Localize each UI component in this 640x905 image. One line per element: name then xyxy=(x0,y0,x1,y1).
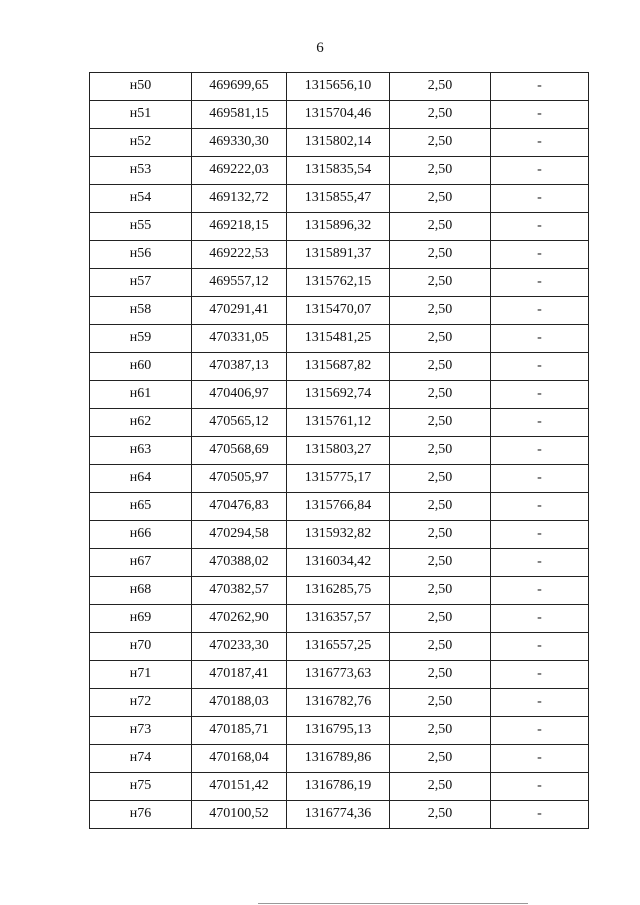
table-row xyxy=(90,437,589,465)
cell-value: 2,50 xyxy=(390,129,491,157)
cell-point: н64 xyxy=(90,465,192,493)
cell-y: 1315704,46 xyxy=(287,101,390,129)
cell-value: 2,50 xyxy=(390,269,491,297)
cell-point: н55 xyxy=(90,213,192,241)
cell-y: 1316782,76 xyxy=(287,689,390,717)
table-row xyxy=(90,297,589,325)
cell-point: н74 xyxy=(90,745,192,773)
cell-note: - xyxy=(491,661,589,689)
table-row xyxy=(90,605,589,633)
cell-value: 2,50 xyxy=(390,185,491,213)
cell-y: 1316773,63 xyxy=(287,661,390,689)
cell-x: 470187,41 xyxy=(192,661,287,689)
table-row xyxy=(90,661,589,689)
cell-point: н73 xyxy=(90,717,192,745)
scan-edge-line xyxy=(258,903,528,904)
cell-point: н71 xyxy=(90,661,192,689)
cell-y: 1315896,32 xyxy=(287,213,390,241)
cell-x: 469330,30 xyxy=(192,129,287,157)
table-row xyxy=(90,241,589,269)
table-row xyxy=(90,577,589,605)
cell-point: н50 xyxy=(90,73,192,101)
cell-point: н59 xyxy=(90,325,192,353)
cell-note: - xyxy=(491,325,589,353)
cell-value: 2,50 xyxy=(390,325,491,353)
cell-note: - xyxy=(491,129,589,157)
cell-point: н66 xyxy=(90,521,192,549)
cell-note: - xyxy=(491,801,589,829)
cell-note: - xyxy=(491,297,589,325)
table-row xyxy=(90,633,589,661)
table-row xyxy=(90,409,589,437)
cell-note: - xyxy=(491,353,589,381)
cell-x: 470505,97 xyxy=(192,465,287,493)
cell-x: 470568,69 xyxy=(192,437,287,465)
cell-y: 1316285,75 xyxy=(287,577,390,605)
cell-note: - xyxy=(491,493,589,521)
table-row xyxy=(90,801,589,829)
cell-value: 2,50 xyxy=(390,605,491,633)
table-row xyxy=(90,269,589,297)
cell-value: 2,50 xyxy=(390,493,491,521)
cell-value: 2,50 xyxy=(390,101,491,129)
cell-note: - xyxy=(491,633,589,661)
table-row xyxy=(90,465,589,493)
cell-point: н58 xyxy=(90,297,192,325)
cell-point: н51 xyxy=(90,101,192,129)
coordinates-table xyxy=(89,72,589,829)
cell-point: н75 xyxy=(90,773,192,801)
cell-note: - xyxy=(491,381,589,409)
cell-y: 1315762,15 xyxy=(287,269,390,297)
cell-value: 2,50 xyxy=(390,297,491,325)
cell-y: 1316774,36 xyxy=(287,801,390,829)
table-row xyxy=(90,101,589,129)
cell-point: н72 xyxy=(90,689,192,717)
cell-point: н53 xyxy=(90,157,192,185)
cell-point: н62 xyxy=(90,409,192,437)
cell-value: 2,50 xyxy=(390,577,491,605)
cell-note: - xyxy=(491,241,589,269)
cell-y: 1315766,84 xyxy=(287,493,390,521)
cell-value: 2,50 xyxy=(390,213,491,241)
cell-x: 470565,12 xyxy=(192,409,287,437)
cell-x: 470262,90 xyxy=(192,605,287,633)
cell-y: 1315761,12 xyxy=(287,409,390,437)
cell-note: - xyxy=(491,577,589,605)
cell-value: 2,50 xyxy=(390,801,491,829)
cell-value: 2,50 xyxy=(390,465,491,493)
cell-x: 470188,03 xyxy=(192,689,287,717)
cell-value: 2,50 xyxy=(390,409,491,437)
cell-x: 470151,42 xyxy=(192,773,287,801)
table-row xyxy=(90,745,589,773)
cell-point: н61 xyxy=(90,381,192,409)
table-row xyxy=(90,773,589,801)
cell-value: 2,50 xyxy=(390,633,491,661)
cell-point: н67 xyxy=(90,549,192,577)
cell-note: - xyxy=(491,409,589,437)
cell-x: 470294,58 xyxy=(192,521,287,549)
cell-y: 1315656,10 xyxy=(287,73,390,101)
cell-point: н70 xyxy=(90,633,192,661)
cell-value: 2,50 xyxy=(390,521,491,549)
cell-point: н52 xyxy=(90,129,192,157)
cell-y: 1315803,27 xyxy=(287,437,390,465)
cell-x: 470476,83 xyxy=(192,493,287,521)
cell-x: 470388,02 xyxy=(192,549,287,577)
cell-value: 2,50 xyxy=(390,745,491,773)
cell-value: 2,50 xyxy=(390,437,491,465)
cell-x: 470168,04 xyxy=(192,745,287,773)
cell-value: 2,50 xyxy=(390,381,491,409)
table-row xyxy=(90,185,589,213)
cell-x: 470291,41 xyxy=(192,297,287,325)
cell-y: 1316357,57 xyxy=(287,605,390,633)
cell-value: 2,50 xyxy=(390,73,491,101)
cell-x: 470233,30 xyxy=(192,633,287,661)
cell-note: - xyxy=(491,521,589,549)
table-row xyxy=(90,73,589,101)
cell-note: - xyxy=(491,157,589,185)
cell-x: 469581,15 xyxy=(192,101,287,129)
table-row xyxy=(90,689,589,717)
cell-y: 1315687,82 xyxy=(287,353,390,381)
cell-note: - xyxy=(491,465,589,493)
table-row xyxy=(90,549,589,577)
cell-point: н54 xyxy=(90,185,192,213)
cell-value: 2,50 xyxy=(390,549,491,577)
cell-y: 1316795,13 xyxy=(287,717,390,745)
cell-note: - xyxy=(491,549,589,577)
cell-y: 1315835,54 xyxy=(287,157,390,185)
cell-note: - xyxy=(491,185,589,213)
cell-point: н60 xyxy=(90,353,192,381)
cell-y: 1315855,47 xyxy=(287,185,390,213)
cell-point: н69 xyxy=(90,605,192,633)
cell-x: 469699,65 xyxy=(192,73,287,101)
cell-x: 470406,97 xyxy=(192,381,287,409)
cell-y: 1315775,17 xyxy=(287,465,390,493)
cell-note: - xyxy=(491,745,589,773)
table-row xyxy=(90,493,589,521)
cell-value: 2,50 xyxy=(390,717,491,745)
table-row xyxy=(90,213,589,241)
cell-note: - xyxy=(491,437,589,465)
cell-value: 2,50 xyxy=(390,773,491,801)
cell-x: 469222,03 xyxy=(192,157,287,185)
cell-note: - xyxy=(491,101,589,129)
cell-y: 1315802,14 xyxy=(287,129,390,157)
table-row xyxy=(90,325,589,353)
cell-point: н57 xyxy=(90,269,192,297)
cell-y: 1316557,25 xyxy=(287,633,390,661)
cell-point: н65 xyxy=(90,493,192,521)
cell-y: 1315470,07 xyxy=(287,297,390,325)
cell-value: 2,50 xyxy=(390,661,491,689)
cell-x: 469218,15 xyxy=(192,213,287,241)
cell-note: - xyxy=(491,269,589,297)
table-row xyxy=(90,717,589,745)
cell-value: 2,50 xyxy=(390,241,491,269)
cell-y: 1315891,37 xyxy=(287,241,390,269)
cell-y: 1316034,42 xyxy=(287,549,390,577)
cell-point: н63 xyxy=(90,437,192,465)
cell-x: 469132,72 xyxy=(192,185,287,213)
table-row xyxy=(90,381,589,409)
cell-point: н56 xyxy=(90,241,192,269)
cell-point: н76 xyxy=(90,801,192,829)
cell-x: 469222,53 xyxy=(192,241,287,269)
cell-x: 470331,05 xyxy=(192,325,287,353)
cell-x: 470100,52 xyxy=(192,801,287,829)
table-row xyxy=(90,353,589,381)
cell-note: - xyxy=(491,773,589,801)
coordinates-table-body xyxy=(90,73,589,829)
table-row xyxy=(90,129,589,157)
table-row xyxy=(90,521,589,549)
page-number: 6 xyxy=(316,40,324,56)
cell-note: - xyxy=(491,717,589,745)
cell-point: н68 xyxy=(90,577,192,605)
table-row xyxy=(90,157,589,185)
cell-note: - xyxy=(491,73,589,101)
cell-note: - xyxy=(491,213,589,241)
cell-x: 470185,71 xyxy=(192,717,287,745)
cell-x: 469557,12 xyxy=(192,269,287,297)
cell-note: - xyxy=(491,605,589,633)
cell-x: 470387,13 xyxy=(192,353,287,381)
cell-value: 2,50 xyxy=(390,353,491,381)
cell-value: 2,50 xyxy=(390,689,491,717)
cell-y: 1315481,25 xyxy=(287,325,390,353)
cell-x: 470382,57 xyxy=(192,577,287,605)
cell-y: 1316786,19 xyxy=(287,773,390,801)
cell-y: 1315932,82 xyxy=(287,521,390,549)
cell-y: 1316789,86 xyxy=(287,745,390,773)
cell-value: 2,50 xyxy=(390,157,491,185)
cell-note: - xyxy=(491,689,589,717)
cell-y: 1315692,74 xyxy=(287,381,390,409)
